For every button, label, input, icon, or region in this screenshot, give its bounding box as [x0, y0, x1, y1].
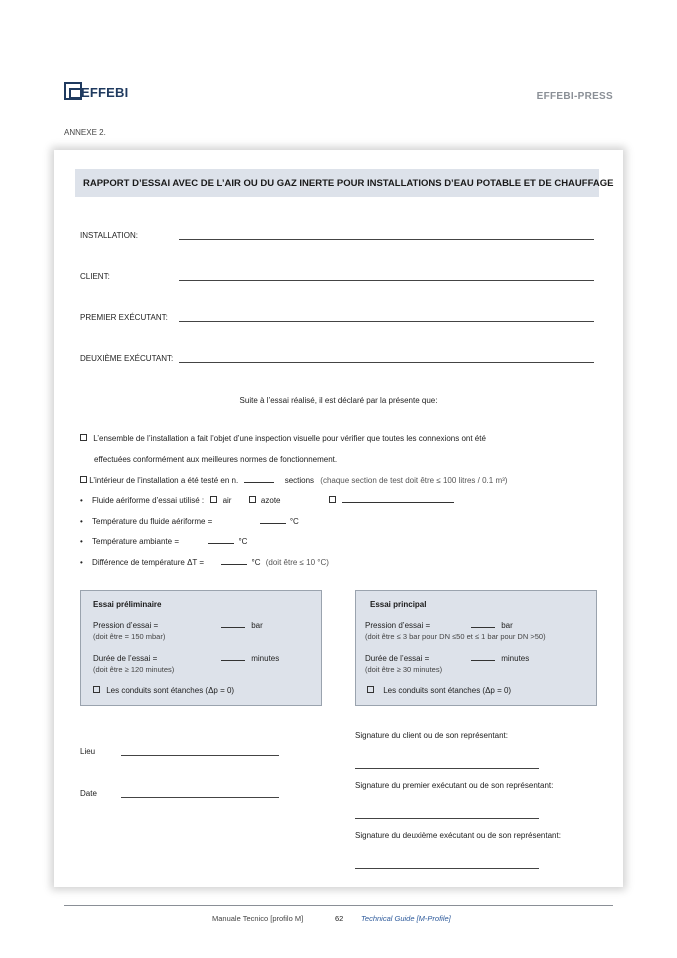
principal-pression-input-row [471, 621, 513, 630]
diff-temp-label: Différence de température ΔT = [92, 558, 205, 567]
temp-fluide-row [80, 517, 299, 526]
installation-field[interactable] [179, 239, 594, 240]
page-number: 62 [335, 914, 344, 923]
sections-text: L’intérieur de l’installation a été testé en n. [89, 476, 239, 485]
temp-ambiante-label: Température ambiante = [92, 537, 179, 546]
brand-name: EFFEBI-PRESS [536, 91, 613, 102]
temp-ambiante-field[interactable] [208, 537, 234, 544]
prelim-duree-field[interactable] [221, 654, 245, 661]
fluide-row [80, 496, 454, 505]
signature-deuxieme-label: Signature du deuxième exécutant ou de son représentant: [355, 831, 561, 840]
principal-etanche-row [367, 686, 511, 695]
temp-ambiante-row [80, 537, 247, 546]
effebi-logo-icon [64, 82, 82, 100]
installation-label: INSTALLATION: [80, 231, 138, 240]
deuxieme-executant-field[interactable] [179, 362, 594, 363]
footer-left: Manuale Tecnico [profilo M] [212, 914, 304, 923]
other-gas-field[interactable] [342, 496, 454, 503]
essai-principal-title: Essai principal [370, 600, 427, 609]
check-inspection-row [80, 434, 486, 443]
date-label: Date [80, 789, 97, 798]
sections-label: sections [284, 476, 315, 485]
bullet: • [80, 537, 83, 546]
prelim-pression-unit: bar [251, 621, 263, 630]
prelim-duree-note: (doit être ≥ 120 minutes) [93, 665, 175, 674]
principal-duree-field[interactable] [471, 654, 495, 661]
principal-pression-label: Pression d’essai = [365, 621, 431, 630]
prelim-duree-unit: minutes [251, 654, 280, 663]
azote-checkbox[interactable] [249, 496, 256, 503]
prelim-duree-input-row [221, 654, 279, 663]
prelim-pression-label: Pression d’essai = [93, 621, 159, 630]
premier-executant-label: PREMIER EXÉCUTANT: [80, 313, 168, 322]
fluide-label: Fluide aériforme d’essai utilisé : [92, 496, 205, 505]
prelim-pression-note: (doit être = 150 mbar) [93, 632, 166, 641]
effebi-logo [64, 82, 134, 102]
principal-pression-unit: bar [501, 621, 513, 630]
declaration-text: Suite à l’essai réalisé, il est déclaré par la présente que: [239, 396, 438, 405]
prelim-pression-field[interactable] [221, 621, 245, 628]
principal-duree-input-row [471, 654, 529, 663]
prelim-duree-label: Durée de l’essai = [93, 654, 158, 663]
sections-count-field[interactable] [244, 476, 274, 483]
prelim-pression-input-row [221, 621, 263, 630]
report-title: RAPPORT D’ESSAI AVEC DE L’AIR OU DU GAZ INERTE POUR INSTALLATIONS D’EAU POTABLE ET DE CHAUFFAGE [83, 178, 614, 189]
azote-label: azote [260, 496, 281, 505]
temp-fluide-unit: °C [289, 517, 299, 526]
logo-text: EFFEBI [81, 85, 129, 100]
principal-etanche-label: Les conduits sont étanches (Δp = 0) [383, 686, 512, 695]
inspection-checkbox[interactable] [80, 434, 87, 441]
inspection-text-1: L’ensemble de l’installation a fait l’objet d’une inspection visuelle pour vérifier que toutes les connexions ont été [93, 434, 486, 443]
signature-client-label: Signature du client ou de son représentant: [355, 731, 508, 740]
bullet: • [80, 517, 83, 526]
prelim-etanche-row [93, 686, 234, 695]
signature-client-field[interactable] [355, 768, 539, 769]
sections-note: (chaque section de test doit être ≤ 100 litres / 0.1 m³) [320, 476, 508, 485]
temp-ambiante-unit: °C [238, 537, 248, 546]
essai-preliminaire-title: Essai préliminaire [93, 600, 162, 609]
check-sections-row [80, 476, 507, 485]
principal-duree-label: Durée de l’essai = [365, 654, 430, 663]
annexe-label: ANNEXE 2. [64, 128, 106, 137]
bullet: • [80, 496, 83, 505]
prelim-etanche-checkbox[interactable] [93, 686, 100, 693]
signature-deuxieme-field[interactable] [355, 868, 539, 869]
air-checkbox[interactable] [210, 496, 217, 503]
client-label: CLIENT: [80, 272, 110, 281]
sections-checkbox[interactable] [80, 476, 87, 483]
premier-executant-field[interactable] [179, 321, 594, 322]
diff-temp-unit: °C [251, 558, 261, 567]
inspection-text-2: effectuées conformément aux meilleures normes de fonctionnement. [94, 455, 338, 464]
bullet: • [80, 558, 83, 567]
diff-temp-note: (doit être ≤ 10 °C) [265, 558, 329, 567]
signature-premier-field[interactable] [355, 818, 539, 819]
temp-fluide-label: Température du fluide aériforme = [92, 517, 213, 526]
prelim-etanche-label: Les conduits sont étanches (Δp = 0) [106, 686, 235, 695]
footer-divider [64, 905, 613, 906]
principal-pression-note: (doit être ≤ 3 bar pour DN ≤50 et ≤ 1 bar pour DN >50) [365, 632, 546, 641]
date-field[interactable] [121, 797, 279, 798]
principal-etanche-checkbox[interactable] [367, 686, 374, 693]
principal-duree-unit: minutes [501, 654, 530, 663]
footer-right: Technical Guide [M-Profile] [361, 914, 451, 923]
lieu-field[interactable] [121, 755, 279, 756]
principal-duree-note: (doit être ≥ 30 minutes) [365, 665, 443, 674]
temp-fluide-field[interactable] [260, 517, 286, 524]
deuxieme-executant-label: DEUXIÈME EXÉCUTANT: [80, 354, 174, 363]
diff-temp-row [80, 558, 329, 567]
client-field[interactable] [179, 280, 594, 281]
lieu-label: Lieu [80, 747, 96, 756]
principal-pression-field[interactable] [471, 621, 495, 628]
signature-premier-label: Signature du premier exécutant ou de son représentant: [355, 781, 554, 790]
diff-temp-field[interactable] [221, 558, 247, 565]
air-label: air [222, 496, 232, 505]
other-gas-checkbox[interactable] [329, 496, 336, 503]
